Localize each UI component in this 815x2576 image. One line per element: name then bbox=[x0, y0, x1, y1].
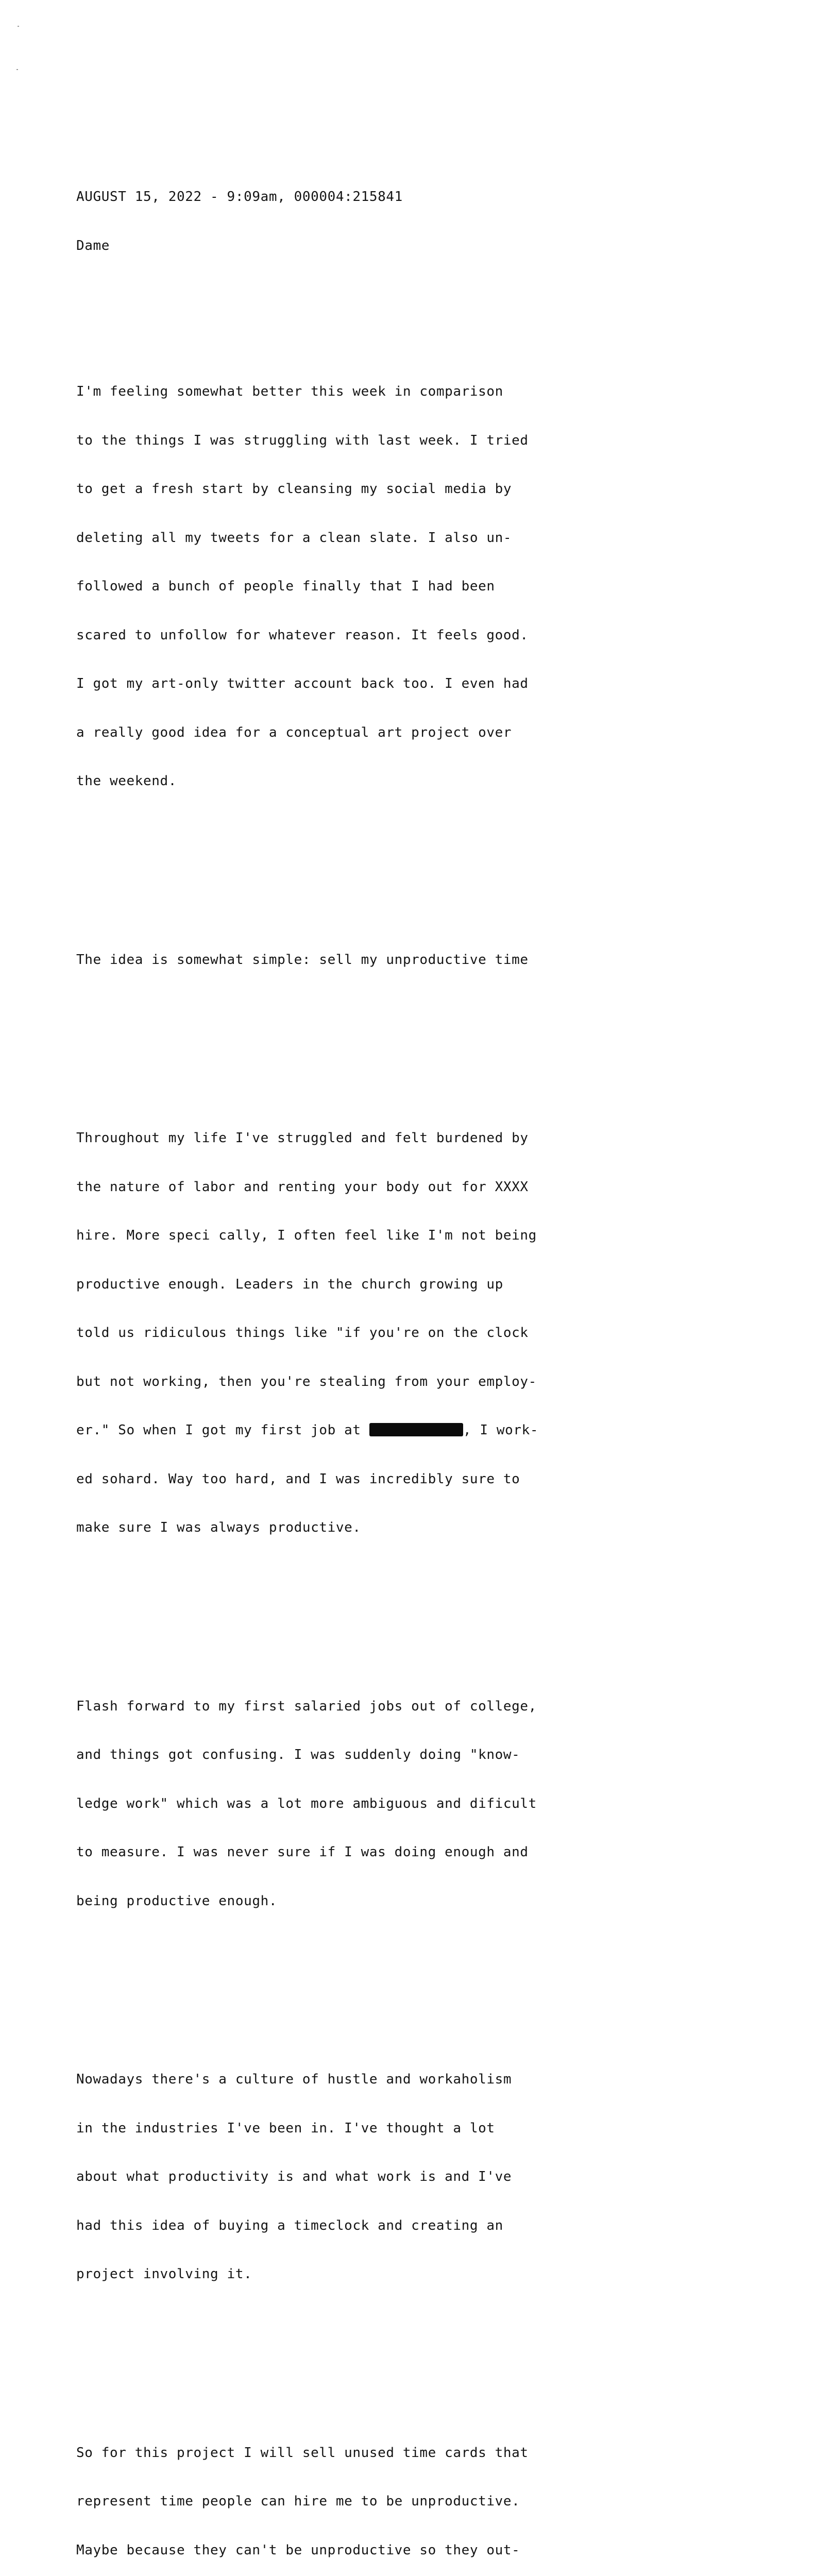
typed-text bbox=[76, 157, 591, 2576]
scan-speck bbox=[16, 69, 18, 70]
author-name: Dame bbox=[76, 238, 591, 255]
text-line: and things got confusing. I was suddenly doing "know- bbox=[76, 1747, 591, 1764]
text-line: So for this project I will sell unused time cards that bbox=[76, 2445, 591, 2462]
text-line: Nowadays there's a culture of hustle and workaholism bbox=[76, 2072, 591, 2088]
text-line: told us ridiculous things like "if you're on the clock bbox=[76, 1325, 591, 1342]
text-line: the weekend. bbox=[76, 773, 591, 790]
text-line: Flash forward to my first salaried jobs out of college, bbox=[76, 1699, 591, 1715]
text-line: being productive enough. bbox=[76, 1893, 591, 1910]
paragraph-4 bbox=[76, 1666, 591, 1942]
paragraph-3 bbox=[76, 1098, 591, 1569]
redaction-bar bbox=[369, 1423, 463, 1436]
text-line: The idea is somewhat simple: sell my unproductive time bbox=[76, 952, 591, 969]
text-line: about what productivity is and what work is and I've bbox=[76, 2169, 591, 2185]
text-line: ed sohard. Way too hard, and I was incredibly sure to bbox=[76, 1471, 591, 1488]
dateline: AUGUST 15, 2022 - 9:09am, 000004:215841 bbox=[76, 189, 591, 206]
text-line: Throughout my life I've struggled and felt burdened by bbox=[76, 1130, 591, 1147]
paragraph-1 bbox=[76, 351, 591, 822]
text-line: deleting all my tweets for a clean slate. I also un- bbox=[76, 530, 591, 547]
text-line: but not working, then you're stealing from your employ- bbox=[76, 1374, 591, 1391]
text-line: a really good idea for a conceptual art project over bbox=[76, 725, 591, 741]
text-line: to the things I was struggling with last week. I tried bbox=[76, 433, 591, 449]
text-line: ledge work" which was a lot more ambiguous and dificult bbox=[76, 1796, 591, 1812]
text-line: hire. More speci cally, I often feel like I'm not being bbox=[76, 1228, 591, 1244]
text-line: followed a bunch of people finally that I had been bbox=[76, 579, 591, 595]
scan-speck bbox=[18, 26, 19, 27]
text-line: make sure I was always productive. bbox=[76, 1520, 591, 1536]
paragraph-2 bbox=[76, 920, 591, 1001]
paragraph-5 bbox=[76, 2039, 591, 2315]
text-line: represent time people can hire me to be unproductive. bbox=[76, 2494, 591, 2510]
typewritten-page bbox=[0, 0, 815, 1071]
text-line: productive enough. Leaders in the church growing up bbox=[76, 1277, 591, 1293]
text-line: scared to unfollow for whatever reason. It feels good. bbox=[76, 628, 591, 644]
text-line: to measure. I was never sure if I was doing enough and bbox=[76, 1844, 591, 1861]
text-line: project involving it. bbox=[76, 2266, 591, 2283]
text-line: the nature of labor and renting your body out for XXXX bbox=[76, 1179, 591, 1196]
text-line: I'm feeling somewhat better this week in comparison bbox=[76, 384, 591, 400]
text-line: I got my art-only twitter account back too. I even had bbox=[76, 676, 591, 692]
redacted-line bbox=[76, 1422, 591, 1439]
text-line: to get a fresh start by cleansing my social media by bbox=[76, 481, 591, 498]
text-line: Maybe because they can't be unproductive so they out- bbox=[76, 2543, 591, 2559]
paragraph-6 bbox=[76, 2413, 591, 2576]
text-line: had this idea of buying a timeclock and creating an bbox=[76, 2218, 591, 2234]
text-segment: er." So when I got my first job at bbox=[76, 1422, 369, 1438]
text-line: in the industries I've been in. I've thought a lot bbox=[76, 2121, 591, 2137]
text-segment: , I work- bbox=[463, 1422, 538, 1438]
